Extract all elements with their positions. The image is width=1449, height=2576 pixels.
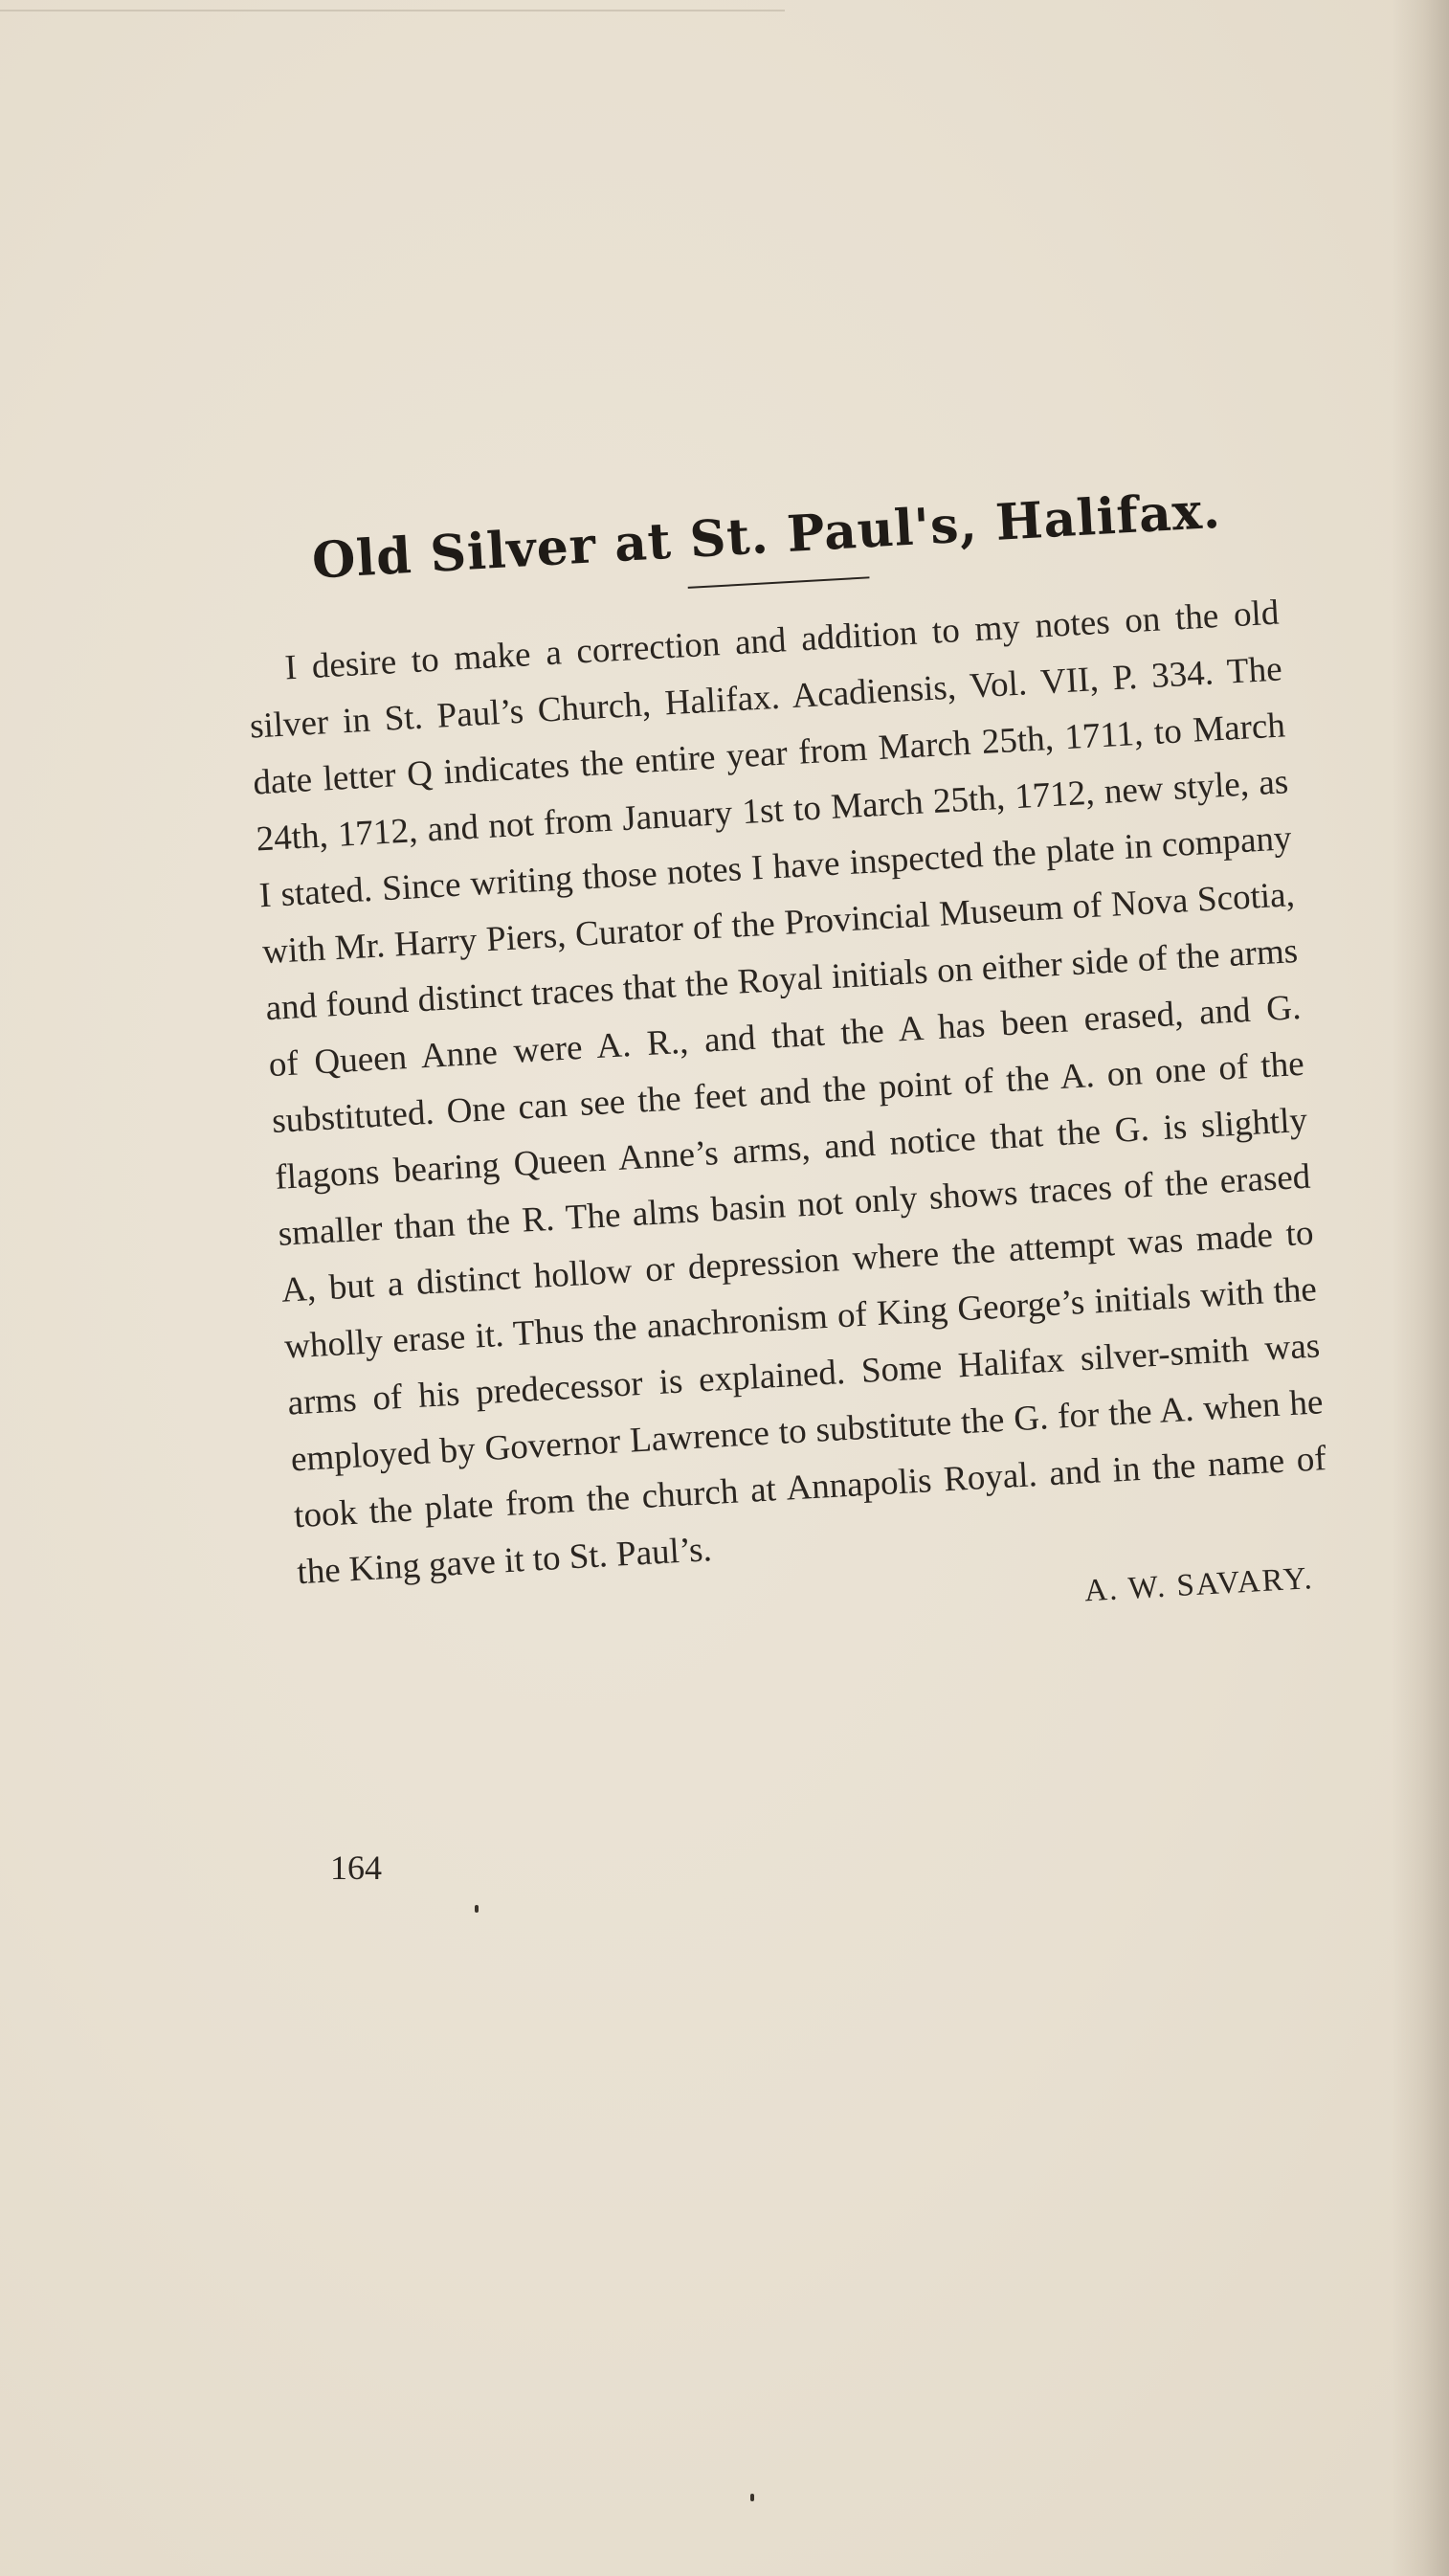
article-body: I desire to make a correction and addition to my notes on the old silver in St. Paul’s Church, Halifax. Acadiensis, Vol. VII, P. 334. The date letter Q indicates the entire year from March 25th, 1711, to March 24th, 1712, and not from January 1st to March 25th, 1712, new style, as I stated. Since writing those notes I have inspected the plate in company with Mr. Harry Piers, Curator of the Provincial Museum of Nova Scotia, and found distinct traces that the Royal initials on either side of the arms of Queen Anne were A. R., and that the A has been erased, and G. substituted. One can see the feet and the point of the A. on one of the flagons bearing Queen Anne’s arms, and notice that the G. is slightly smaller than the R. The alms basin not only shows traces of the erased A, but a distinct hollow or depression where the attempt was made to wholly erase it. Thus the anachronism of King George’s initials with the arms of his predecessor is explained. Some Halifax silver-smith was employed by Governor Lawrence to substitute the G. for the A. when he took the plate from the church at Annapolis Royal. and in the name of the King gave it to St. Paul’s. bbox=[248, 593, 1327, 1593]
page-number: 164 bbox=[330, 1848, 382, 1887]
binding-shadow bbox=[1392, 0, 1449, 2576]
title-rule bbox=[688, 576, 870, 589]
paper-speck bbox=[475, 1905, 479, 1913]
author-signature: A. W. SAVARY. bbox=[1083, 1561, 1315, 1609]
article-title: Old Silver at St. Paul's, Halifax. bbox=[310, 481, 1223, 591]
article bbox=[239, 479, 1334, 1653]
page-top-edge bbox=[0, 0, 785, 11]
paper-speck bbox=[750, 2494, 754, 2501]
